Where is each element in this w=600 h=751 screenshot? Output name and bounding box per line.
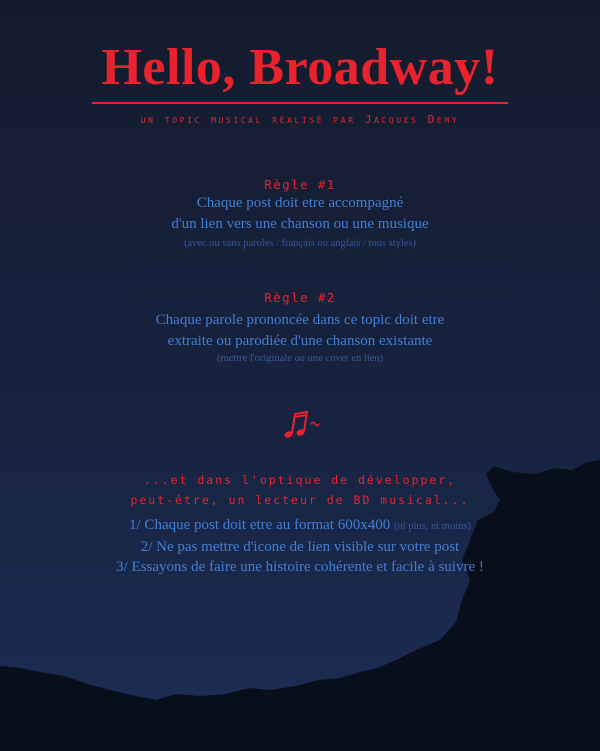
bd-section-intro-line-1: ...et dans l'optique de développer, (143, 473, 457, 487)
page-subtitle: un topic musical réalisé par Jacques Demy (140, 113, 460, 126)
rule-1-line-1: Chaque post doit etre accompagné (196, 195, 404, 211)
rule-1-note: (avec ou sans paroles / français ou anglais / tous styles) (183, 238, 417, 249)
page-title: Hello, Broadway! (101, 39, 499, 96)
bd-rule-3-text: 3/ Essayons de faire une histoire cohérente et facile à suivre ! (116, 559, 484, 575)
bd-rule-2-text: 2/ Ne pas mettre d'icone de lien visible sur votre post (140, 539, 460, 555)
rule-2-heading: Règle #2 (264, 290, 336, 305)
bd-rule-1 (0, 515, 600, 537)
bd-rule-2 (0, 537, 600, 557)
music-note-icon (275, 406, 325, 446)
bd-rule-1-text: 1/ Chaque post doit etre au format 600x400 (129, 517, 391, 533)
bd-section-intro-line-2: peut-être, un lecteur de BD musical... (130, 493, 470, 507)
rule-2-line-1: Chaque parole prononcée dans ce topic doit etre (155, 312, 445, 328)
bd-rule-1-note: (ni plus, ni moins) (393, 521, 471, 532)
rule-2-note: (mettre l'originale ou une cover en lien) (216, 353, 384, 364)
title-divider (92, 102, 508, 104)
rule-1-heading: Règle #1 (264, 177, 336, 192)
bd-rule-3 (0, 557, 600, 577)
rule-1-line-2: d'un lien vers une chanson ou une musique (171, 216, 429, 232)
rule-2-line-2: extraite ou parodiée d'une chanson existante (167, 333, 433, 349)
